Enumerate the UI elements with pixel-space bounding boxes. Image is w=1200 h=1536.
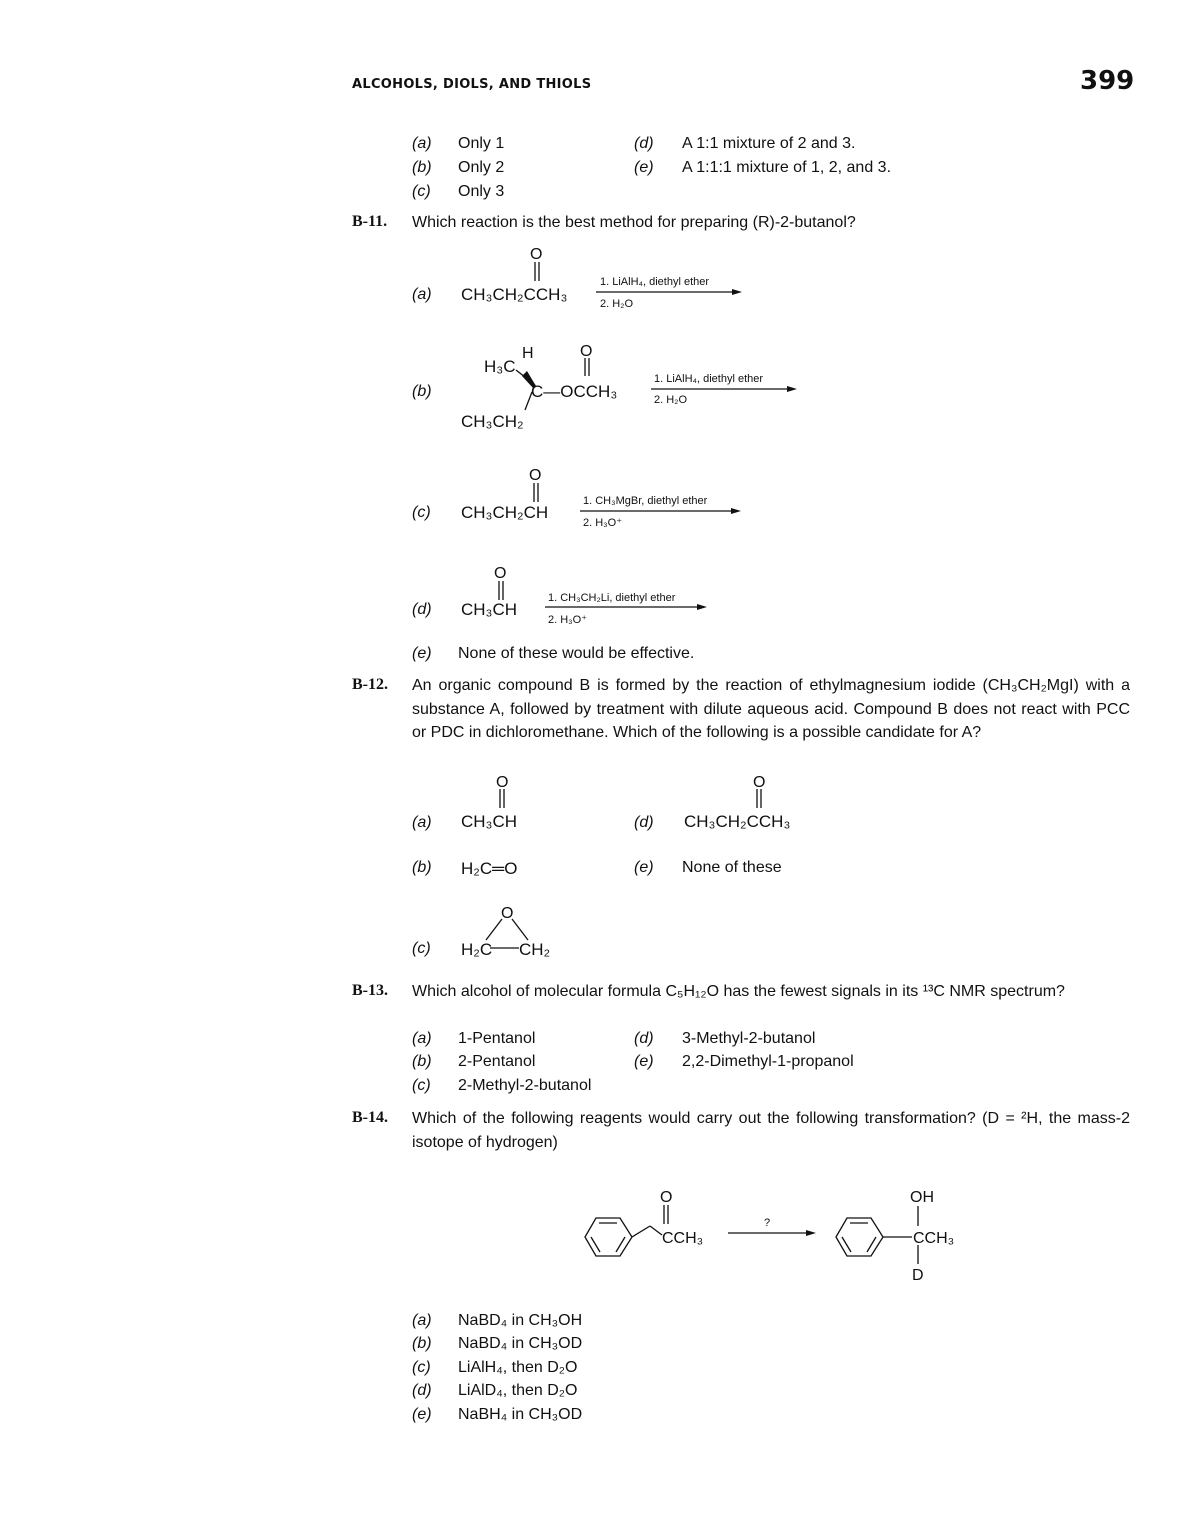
option-label: (a)	[412, 135, 432, 152]
reagent-d1: 1. CH₃CH₂Li, diethyl ether	[548, 592, 676, 604]
atom-o: O	[529, 467, 542, 484]
formula-a: CH₃CH₂CCH₃	[461, 285, 568, 304]
option-text: 1-Pentanol	[458, 1030, 536, 1047]
option-label: (d)	[634, 814, 654, 831]
option-label: (c)	[412, 940, 431, 957]
option-text: LiAlH₄, then D₂O	[458, 1359, 578, 1376]
option-text: LiAlD₄, then D₂O	[458, 1382, 578, 1399]
option-text: NaBH₄ in CH₃OD	[458, 1406, 583, 1423]
option-text: 2,2-Dimethyl-1-propanol	[682, 1053, 854, 1070]
option-text: 3-Methyl-2-butanol	[682, 1030, 816, 1047]
reagent-b2: 2. H₂O	[654, 394, 687, 406]
reagent-c2: 2. H₃O⁺	[583, 517, 623, 529]
question-number: B-13.	[352, 982, 388, 999]
reagent-b1: 1. LiAlH₄, diethyl ether	[654, 373, 764, 385]
formula-b: H₂C═O	[461, 859, 518, 878]
option-text: 2-Pentanol	[458, 1053, 536, 1070]
formula-d: CH₃CH₂CCH₃	[684, 812, 791, 831]
option-text: None of these	[682, 859, 782, 876]
formula-ch3-left: CCH₃	[662, 1230, 704, 1247]
atom-o: O	[660, 1189, 673, 1206]
atom-o: O	[501, 905, 514, 922]
option-label: (c)	[412, 1359, 431, 1376]
option-text: A 1:1:1 mixture of 1, 2, and 3.	[682, 159, 892, 176]
option-label: (a)	[412, 286, 432, 303]
atom-o: O	[496, 774, 509, 791]
option-label: (c)	[412, 1077, 431, 1094]
option-label: (d)	[634, 135, 654, 152]
option-text: NaBD₄ in CH₃OD	[458, 1335, 583, 1352]
question-text: Which alcohol of molecular formula C₅H₁₂O has the fewest signals in its ¹³C NMR spectrum?	[412, 983, 1065, 1000]
option-label: (c)	[412, 183, 431, 200]
atom-d: D	[912, 1267, 924, 1284]
option-label: (e)	[412, 1406, 432, 1423]
option-label: (c)	[412, 504, 431, 521]
question-text: Which reaction is the best method for preparing (R)-2-butanol?	[412, 214, 856, 231]
option-text: Only 3	[458, 183, 505, 200]
formula-b-ester: C—OCCH₃	[531, 382, 618, 401]
page-number: 399	[1080, 66, 1135, 96]
option-label: (b)	[412, 383, 432, 400]
arrow-label: ?	[764, 1217, 771, 1229]
atom-o: O	[494, 565, 507, 582]
option-text: NaBD₄ in CH₃OH	[458, 1312, 583, 1329]
question-number: B-12.	[352, 676, 388, 693]
question-number: B-11.	[352, 213, 388, 230]
running-header: ALCOHOLS, DIOLS, AND THIOLS	[352, 77, 592, 92]
option-text: A 1:1 mixture of 2 and 3.	[682, 135, 856, 152]
formula-a: CH₃CH	[461, 812, 518, 831]
option-text: 2-Methyl-2-butanol	[458, 1077, 592, 1094]
option-label: (d)	[412, 601, 432, 618]
reagent-c1: 1. CH₃MgBr, diethyl ether	[583, 495, 708, 507]
formula-c-right: CH₂	[519, 940, 551, 959]
option-label: (b)	[412, 1053, 432, 1070]
option-label: (e)	[634, 859, 654, 876]
formula-d: CH₃CH	[461, 600, 518, 619]
question-text: Which of the following reagents would carry out the following transformation? (D = ²H, the mass-2 isotope of hydrogen)	[412, 1110, 1130, 1151]
atom-oh: OH	[910, 1189, 934, 1206]
option-label: (a)	[412, 1312, 432, 1329]
option-label: (e)	[634, 1053, 654, 1070]
formula-ch3-right: CCH₃	[913, 1230, 955, 1247]
reagent-a1: 1. LiAlH₄, diethyl ether	[600, 276, 710, 288]
option-text: None of these would be effective.	[458, 645, 695, 662]
option-label: (b)	[412, 859, 432, 876]
formula-c-left: H₂C	[461, 940, 493, 959]
option-text: Only 2	[458, 159, 505, 176]
atom-o: O	[580, 343, 593, 360]
option-label: (e)	[634, 159, 654, 176]
reagent-a2: 2. H₂O	[600, 298, 633, 310]
atom-o: O	[753, 774, 766, 791]
option-label: (a)	[412, 814, 432, 831]
formula-b-ethyl: CH₃CH₂	[461, 412, 524, 431]
atom-h: H	[522, 345, 534, 362]
option-label: (a)	[412, 1030, 432, 1047]
option-text: Only 1	[458, 135, 505, 152]
formula-c: CH₃CH₂CH	[461, 503, 549, 522]
atom-o: O	[530, 246, 543, 263]
formula-b-methyl: H₃C	[484, 357, 516, 376]
option-label: (b)	[412, 1335, 432, 1352]
reagent-d2: 2. H₃O⁺	[548, 614, 588, 626]
question-text: An organic compound B is formed by the reaction of ethylmagnesium iodide (CH₃CH₂MgI) with a substance A, followed by treatment with dilute aqueous acid. Compound B does not react with PCC or PDC in dichloromethane. Which of the following is a possible candidate for A?	[412, 677, 1130, 741]
option-label: (d)	[634, 1030, 654, 1047]
question-number: B-14.	[352, 1109, 388, 1126]
option-label: (e)	[412, 645, 432, 662]
option-label: (d)	[412, 1382, 432, 1399]
option-label: (b)	[412, 159, 432, 176]
